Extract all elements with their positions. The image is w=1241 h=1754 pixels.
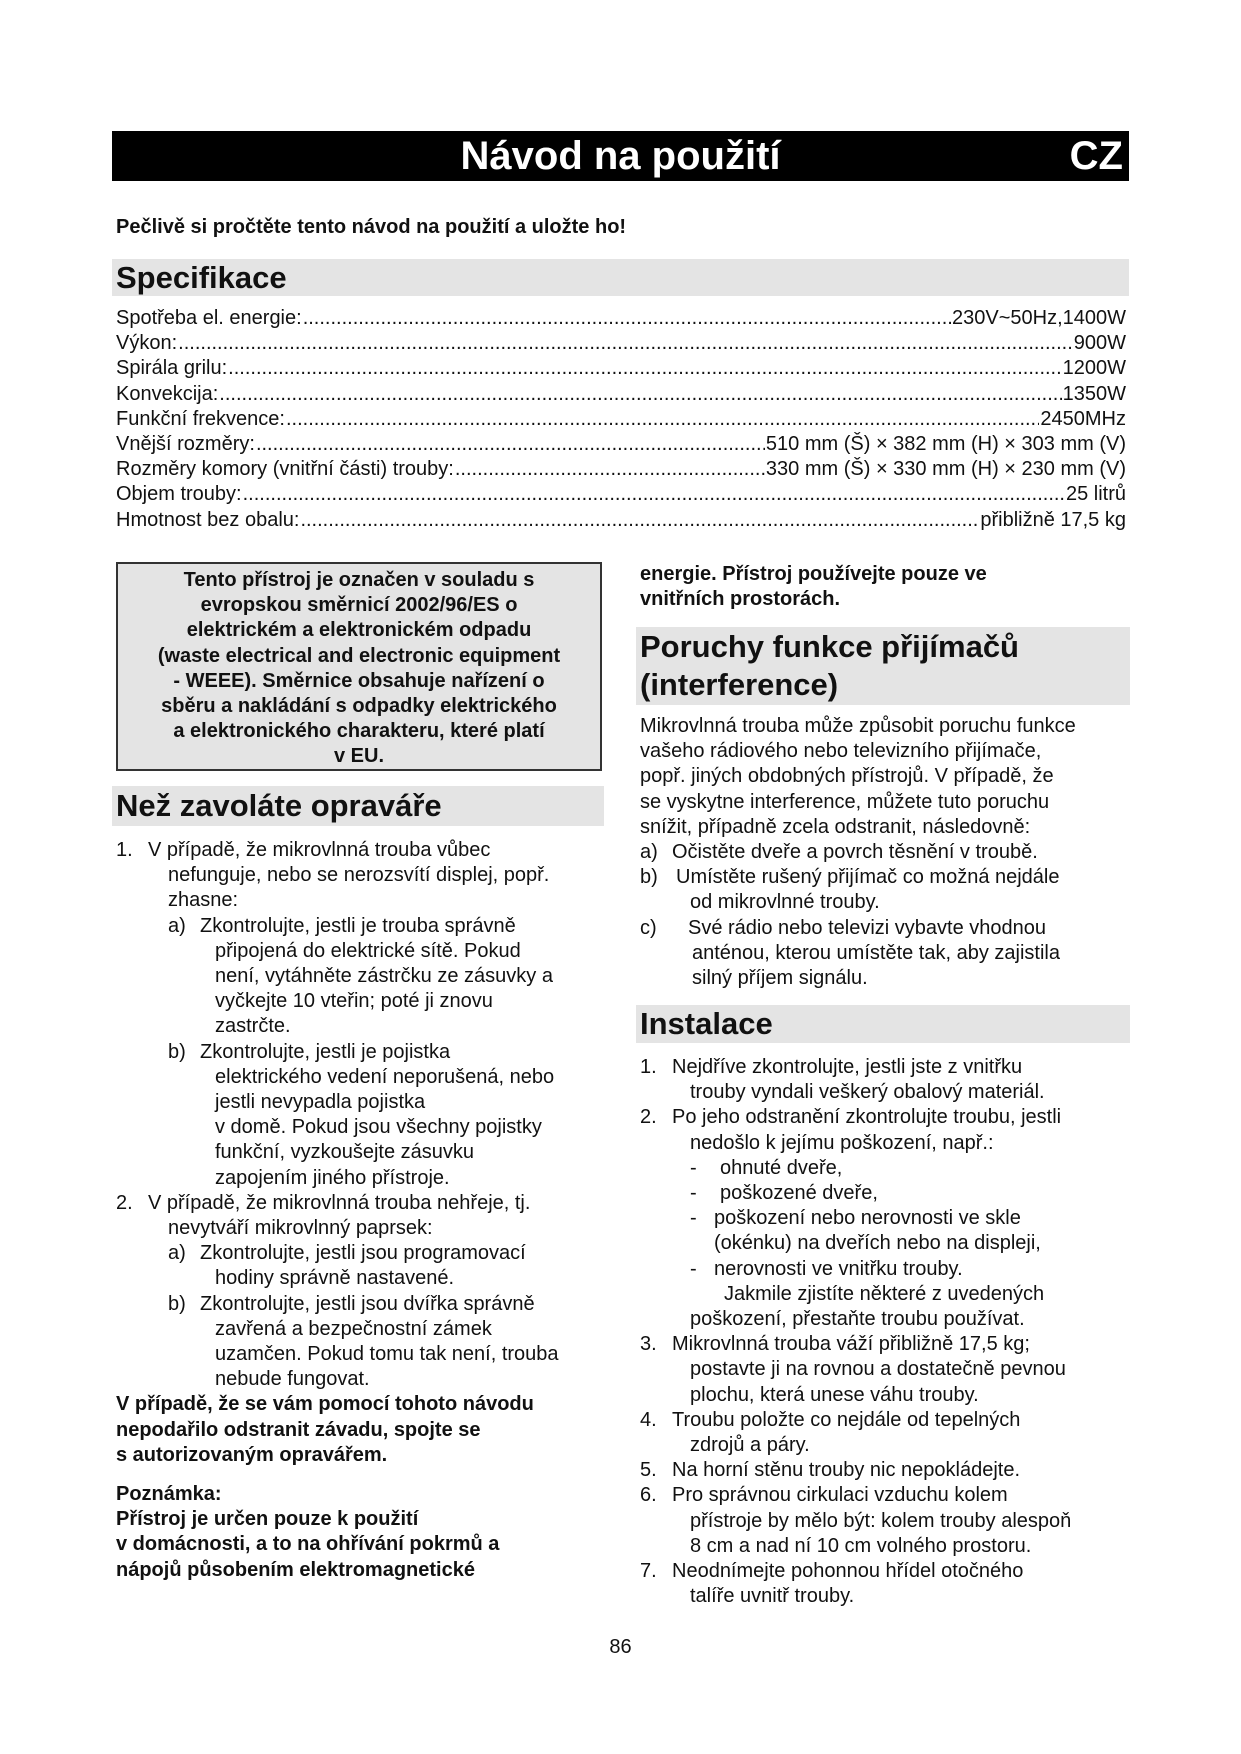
text-line: nápojů působením elektromagnetické: [116, 1558, 475, 1581]
text-line: poškození, přestaňte troubu používat.: [690, 1308, 1025, 1331]
spec-row: [116, 331, 1126, 356]
list-item: [640, 1458, 1130, 1483]
text-line: zdrojů a páry.: [690, 1434, 810, 1457]
text-line: Neodnímejte pohonnou hřídel otočného: [672, 1560, 1024, 1583]
list-item: [640, 1559, 1130, 1609]
note-block: [116, 1482, 606, 1583]
spec-label: Vnější rozměry:: [116, 432, 255, 455]
text-line: Troubu položte co nejdále od tepelných: [672, 1408, 1021, 1431]
text-line: Přístroj je určen pouze k použití: [116, 1508, 419, 1531]
text-line: nedošlo k jejímu poškození, např.:: [690, 1131, 994, 1154]
spec-value: 1350W: [1062, 382, 1126, 405]
text-line: zhasne:: [168, 889, 239, 912]
text-line: nebude fungovat.: [215, 1368, 370, 1391]
spec-row: [116, 508, 1126, 533]
sub-item-label: a): [640, 841, 658, 864]
text-line: zapojením jiného přístroje.: [215, 1166, 450, 1189]
weee-line: v EU.: [333, 745, 385, 768]
list-item: [640, 1105, 1130, 1155]
text-line: Zkontrolujte, jestli je trouba správně: [200, 914, 516, 937]
spec-row: [116, 356, 1126, 381]
item-number: 2.: [116, 1191, 133, 1214]
spec-label: Funkční frekvence:: [116, 407, 285, 430]
weee-notice-box: [116, 562, 602, 771]
dash-item: [640, 1181, 1130, 1206]
list-item: [640, 1483, 1130, 1559]
dash-bullet: -: [690, 1207, 697, 1230]
text-line: nepodařilo odstranit závadu, spojte se: [116, 1418, 481, 1441]
text-line: poškozené dveře,: [720, 1182, 878, 1205]
spec-value: 25 litrů: [1065, 483, 1126, 506]
text-line: funkční, vyzkoušejte zásuvku: [215, 1141, 475, 1164]
leader-dots: [303, 306, 951, 331]
leader-dots: [219, 382, 1061, 407]
sub-item-label: b): [640, 866, 658, 889]
leader-dots: [178, 331, 1073, 356]
note-title: Poznámka:: [116, 1483, 222, 1506]
text-line: Zkontrolujte, jestli jsou programovací: [200, 1242, 526, 1265]
sub-item: [116, 914, 606, 1040]
spec-value: 230V~50Hz,1400W: [951, 307, 1126, 329]
intro-text: Pečlivě si pročtěte tento návod na použití a uložte ho!: [116, 216, 627, 238]
text-line: se vyskytne interference, můžete tuto poruchu: [640, 790, 1050, 813]
text-line: Pro správnou cirkulaci vzduchu kolem: [672, 1484, 1008, 1507]
section-heading-interference: [636, 627, 1130, 705]
text-line: jestli nevypadla pojistka: [215, 1091, 426, 1114]
text-line: Očistěte dveře a povrch těsnění v troubě.: [672, 841, 1038, 864]
item-number: 4.: [640, 1408, 657, 1431]
text-line: přístroje by mělo být: kolem trouby alespoň: [690, 1509, 1072, 1532]
item-number: 5.: [640, 1459, 657, 1482]
text-line: Jakmile zjistíte některé z uvedených: [724, 1282, 1045, 1305]
text-line: není, vytáhněte zástrčku ze zásuvky a: [215, 965, 553, 988]
text-line: energie. Přístroj používejte pouze ve: [640, 563, 987, 585]
weee-line: evropskou směrnicí 2002/96/ES o: [200, 594, 518, 617]
text-line: anténou, kterou umístěte tak, aby zajistila: [692, 941, 1060, 964]
text-line: popř. jiných obdobných přístrojů. V případě, že: [640, 765, 1054, 788]
spec-value: přibližně 17,5 kg: [980, 508, 1126, 531]
text-line: Umístěte rušený přijímač co možná nejdále: [676, 866, 1060, 889]
text-line: s autorizovaným opravářem.: [116, 1443, 388, 1466]
dash-bullet: -: [690, 1156, 697, 1179]
title-bar: [112, 131, 1129, 181]
text-line: silný příjem signálu.: [692, 967, 868, 990]
repair-list: [116, 838, 606, 1583]
spec-value: 330 mm (Š) × 330 mm (H) × 230 mm (V): [765, 458, 1126, 481]
note-continuation: [640, 562, 1130, 612]
text-line: poškození nebo nerovnosti ve skle: [714, 1207, 1021, 1230]
sub-item-label: b): [168, 1292, 186, 1315]
text-line: elektrického vedení neporušená, nebo: [215, 1065, 555, 1088]
text-line: Své rádio nebo televizi vybavte vhodnou: [688, 916, 1047, 939]
dash-bullet: -: [690, 1182, 697, 1205]
text-line: Po jeho odstranění zkontrolujte troubu, jestli: [672, 1106, 1062, 1129]
text-line: Mikrovlnná trouba může způsobit poruchu funkce: [640, 715, 1076, 737]
leader-dots: [243, 482, 1065, 507]
text-line: plochu, která unese váhu trouby.: [690, 1383, 979, 1406]
weee-line: a elektronického charakteru, které platí: [173, 720, 545, 743]
spec-row: [116, 457, 1126, 482]
spec-value: 900W: [1073, 332, 1126, 355]
text-line: od mikrovlnné trouby.: [690, 891, 880, 914]
list-item: [640, 1055, 1130, 1105]
spec-label: Výkon:: [116, 332, 178, 355]
leader-dots: [455, 457, 765, 482]
interference-text: [640, 714, 1130, 991]
weee-line: (waste electrical and electronic equipment: [157, 644, 561, 667]
sub-item: [640, 840, 1130, 865]
text-line: ohnuté dveře,: [720, 1156, 843, 1179]
sub-item: [116, 1292, 606, 1393]
specifications-list: [116, 306, 1126, 533]
repair-closing: [116, 1392, 606, 1468]
section-heading-installation: Instalace: [636, 1005, 1130, 1043]
list-item: [116, 838, 606, 914]
text-line: snížit, případně zcela odstranit, následovně:: [640, 815, 1031, 838]
page-number: 86: [609, 1636, 632, 1658]
text-line: vnitřních prostorách.: [640, 588, 841, 611]
spec-label: Spotřeba el. energie:: [116, 307, 302, 329]
text-line: hodiny správně nastavené.: [215, 1267, 455, 1290]
heading-line: (interference): [640, 667, 839, 702]
text-line: trouby vyndali veškerý obalový materiál.: [690, 1081, 1045, 1104]
text-line: vyčkejte 10 vteřin; poté ji znovu: [215, 990, 493, 1013]
item-number: 7.: [640, 1560, 657, 1583]
sub-item: [640, 916, 1130, 992]
spec-label: Spirála grilu:: [116, 357, 228, 380]
sub-item-label: a): [168, 914, 186, 937]
spec-label: Objem trouby:: [116, 483, 242, 506]
text-line: zavřená a bezpečnostní zámek: [215, 1317, 492, 1340]
spec-row: [116, 306, 1126, 331]
text-line: (okénku) na dveřích nebo na displeji,: [714, 1232, 1041, 1255]
text-line: nerovnosti ve vnitřku trouby.: [714, 1257, 963, 1280]
spec-value: 510 mm (Š) × 382 mm (H) × 303 mm (V): [765, 432, 1126, 455]
spec-value: 2450MHz: [1040, 407, 1126, 430]
sub-item-label: c): [640, 916, 657, 939]
spec-label: Hmotnost bez obalu:: [116, 508, 300, 531]
section-heading-repair: Než zavoláte opraváře: [112, 786, 604, 826]
text-line: talíře uvnitř trouby.: [690, 1585, 855, 1608]
section-heading-specifications: Specifikace: [112, 259, 1129, 296]
weee-line: Tento přístroj je označen v souladu s: [183, 569, 535, 591]
spec-label: Konvekcija:: [116, 382, 219, 405]
text-line: Mikrovlnná trouba váží přibližně 17,5 kg;: [672, 1333, 1030, 1356]
dash-item: [640, 1156, 1130, 1181]
text-line: nefunguje, nebo se nerozsvítí displej, popř.: [168, 864, 550, 887]
text-line: Zkontrolujte, jestli je pojistka: [200, 1040, 451, 1063]
leader-dots: [228, 356, 1061, 381]
list-item: [640, 1408, 1130, 1458]
language-code: CZ: [1069, 134, 1123, 178]
item-number: 2.: [640, 1106, 657, 1129]
text-line: 8 cm a nad ní 10 cm volného prostoru.: [690, 1534, 1032, 1557]
text-line: v domácnosti, a to na ohřívání pokrmů a: [116, 1533, 500, 1556]
text-line: Na horní stěnu trouby nic nepokládejte.: [672, 1459, 1020, 1482]
text-line: v domě. Pokud jsou všechny pojistky: [215, 1116, 542, 1139]
sub-item: [116, 1241, 606, 1291]
spec-row: [116, 432, 1126, 457]
dash-bullet: -: [690, 1257, 697, 1280]
leader-dots: [286, 407, 1039, 432]
sub-item-label: b): [168, 1040, 186, 1063]
item-number: 3.: [640, 1333, 657, 1356]
text-line: V případě, že se vám pomocí tohoto návodu: [116, 1393, 534, 1416]
text-line: nevytváří mikrovlnný paprsek:: [168, 1217, 433, 1240]
list-item: [640, 1332, 1130, 1408]
spec-value: 1200W: [1062, 357, 1126, 380]
text-line: V případě, že mikrovlnná trouba vůbec: [148, 839, 491, 861]
leader-dots: [256, 432, 765, 457]
spec-row: [116, 407, 1126, 432]
text-line: zastrčte.: [215, 1015, 291, 1038]
text-line: V případě, že mikrovlnná trouba nehřeje, tj.: [148, 1191, 531, 1214]
text-line: postavte ji na rovnou a dostatečně pevnou: [690, 1358, 1066, 1381]
weee-line: - WEEE). Směrnice obsahuje nařízení o: [173, 669, 545, 692]
spec-label: Rozměry komory (vnitřní části) trouby:: [116, 458, 454, 481]
weee-line: elektrickém a elektronickém odpadu: [186, 619, 532, 642]
dash-item: [640, 1206, 1130, 1256]
dash-item: [640, 1257, 1130, 1282]
item-number: 1.: [116, 839, 133, 861]
sub-item: [116, 1040, 606, 1191]
spec-row: [116, 382, 1126, 407]
leader-dots: [300, 508, 979, 533]
page-title: Návod na použití: [460, 134, 781, 178]
heading-line: Poruchy funkce přijímačů: [640, 629, 1019, 664]
sub-item-label: a): [168, 1242, 186, 1265]
text-line: Zkontrolujte, jestli jsou dvířka správně: [200, 1292, 535, 1315]
installation-list: [640, 1055, 1130, 1609]
text-line: připojená do elektrické sítě. Pokud: [215, 939, 521, 962]
weee-line: sběru a nakládání s odpadky elektrického: [161, 695, 557, 718]
text-line: Nejdříve zkontrolujte, jestli jste z vnitřku: [672, 1056, 1023, 1078]
text-line: vašeho rádiového nebo televizního přijímače,: [640, 740, 1042, 763]
spec-row: [116, 482, 1126, 507]
list-item: [116, 1191, 606, 1241]
item-number: 1.: [640, 1056, 657, 1078]
text-line: uzamčen. Pokud tomu tak není, trouba: [215, 1343, 559, 1366]
item-number: 6.: [640, 1484, 657, 1507]
sub-item: [640, 865, 1130, 915]
